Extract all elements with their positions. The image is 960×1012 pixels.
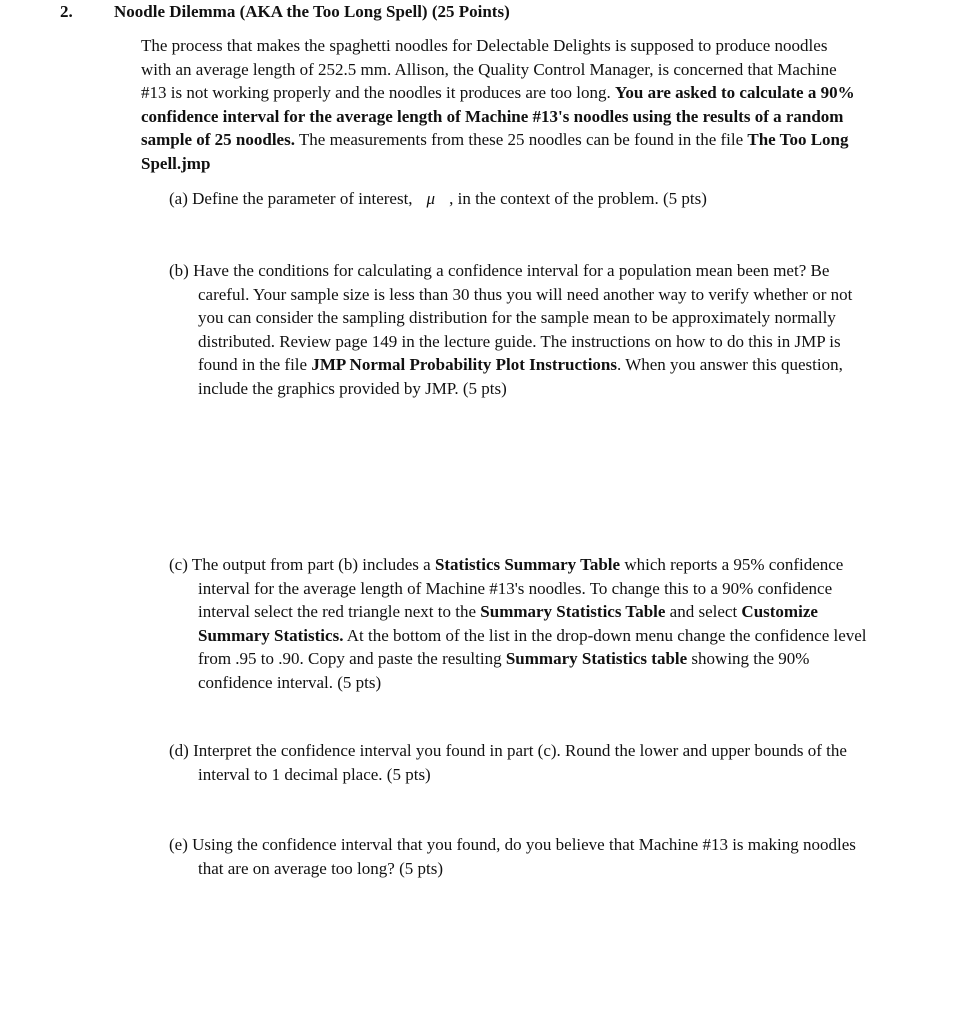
part-c-text-4: At the bottom of the list in the drop-down menu change the confidence level from .95 to .90. Copy and paste the resulting — [198, 625, 867, 668]
part-a-text-1: (a) Define the parameter of interest, — [169, 189, 413, 208]
part-a — [169, 187, 878, 211]
part-c-text-1: (c) The output from part (b) includes a — [169, 555, 435, 574]
part-a-text-2: , in the context of the problem. (5 pts) — [449, 189, 707, 208]
part-d — [169, 739, 878, 786]
part-c-text-3: and select — [665, 602, 742, 621]
mu-symbol: μ — [426, 189, 436, 208]
part-c-bold-3: Customize Summary Statistics. — [198, 602, 818, 645]
part-e-text: (e) Using the confidence interval that you found, do you believe that Machine #13 is making noodles that are on average too long? (5 pts) — [169, 835, 856, 878]
part-c — [169, 553, 878, 694]
part-c-bold-4: Summary Statistics table — [505, 649, 688, 668]
part-b-text-2: . When you answer this question, include the graphics provided by JMP. (5 pts) — [198, 355, 843, 398]
part-e — [169, 833, 878, 880]
part-b — [169, 259, 878, 400]
part-c-text-5: showing the 90% confidence interval. (5 pts) — [198, 649, 810, 692]
part-c-text-2: which reports a 95% confidence interval for the average length of Machine #13's noodles. To change this to a 90% confidence interval select the red triangle next to the — [198, 555, 844, 621]
intro-paragraph — [141, 34, 861, 175]
intro-file-name: The Too Long Spell.jmp — [141, 130, 849, 173]
intro-bold-task: You are asked to calculate a 90% confidence interval for the average length of Machine #13's noodles using the results of a random sample of 25 noodles. — [141, 83, 855, 149]
question-number: 2. — [60, 2, 73, 21]
intro-text-1: The process that makes the spaghetti noodles for Delectable Delights is supposed to produce noodles with an average length of 252.5 mm. Allison, the Quality Control Manager, is concerned that Machine #13 is not working properly and the noodles it produces are too long. — [141, 36, 837, 102]
part-d-text: (d) Interpret the confidence interval you found in part (c). Round the lower and upper bounds of the interval to 1 decimal place. (5 pts) — [169, 741, 847, 784]
question-title: Noodle Dilemma (AKA the Too Long Spell) (25 Points) — [114, 2, 510, 21]
part-b-file-name: JMP Normal Probability Plot Instructions — [311, 355, 617, 374]
part-c-bold-2: Summary Statistics Table — [480, 602, 666, 621]
part-b-text-1: (b) Have the conditions for calculating a confidence interval for a population mean been met? Be careful. Your sample size is less than 30 thus you will need another way to verify whether or not you can consider the sampling distribution for the sample mean to be approximately normally distributed. Review page 149 in the lecture guide. The instructions on how to do this in JMP is found in the file — [169, 261, 853, 374]
intro-text-2: The measurements from these 25 noodles can be found in the file — [294, 130, 748, 149]
part-c-bold-1: Statistics Summary Table — [434, 555, 621, 574]
